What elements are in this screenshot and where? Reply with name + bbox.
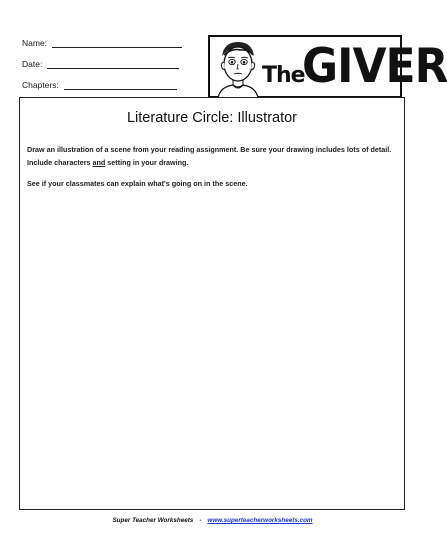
instructions <box>27 144 398 169</box>
footer-brand: Super Teacher Worksheets <box>112 517 194 524</box>
page-title: Literature Circle: Illustrator <box>126 110 298 126</box>
chapters-field[interactable] <box>22 80 177 90</box>
logo-the-text: The <box>262 63 305 88</box>
date-label: Date: <box>22 59 43 69</box>
book-logo <box>208 35 447 98</box>
name-field[interactable] <box>22 38 182 48</box>
instructions-part1: Draw an illustration of a scene from your reading assignment. Be sure your drawing includes lots of detail. Include characters <box>27 145 392 167</box>
instructions-and: and <box>92 157 106 167</box>
footer-link[interactable]: www.superteacherworksheets.com <box>207 517 313 524</box>
logo-giver-text: GIVER <box>302 38 447 94</box>
name-label: Name: <box>22 38 48 48</box>
footer <box>0 517 425 524</box>
boy-portrait-icon <box>212 38 264 98</box>
drawing-area[interactable] <box>19 97 405 510</box>
date-field[interactable] <box>22 59 179 69</box>
instructions-secondary: See if your classmates can explain what's going on in the scene. <box>27 179 248 188</box>
instructions-part2: setting in your drawing. <box>105 157 189 167</box>
chapters-label: Chapters: <box>22 80 59 90</box>
footer-separator: - <box>199 517 202 524</box>
name-line[interactable] <box>52 38 182 48</box>
date-line[interactable] <box>47 59 179 69</box>
chapters-line[interactable] <box>64 80 177 90</box>
